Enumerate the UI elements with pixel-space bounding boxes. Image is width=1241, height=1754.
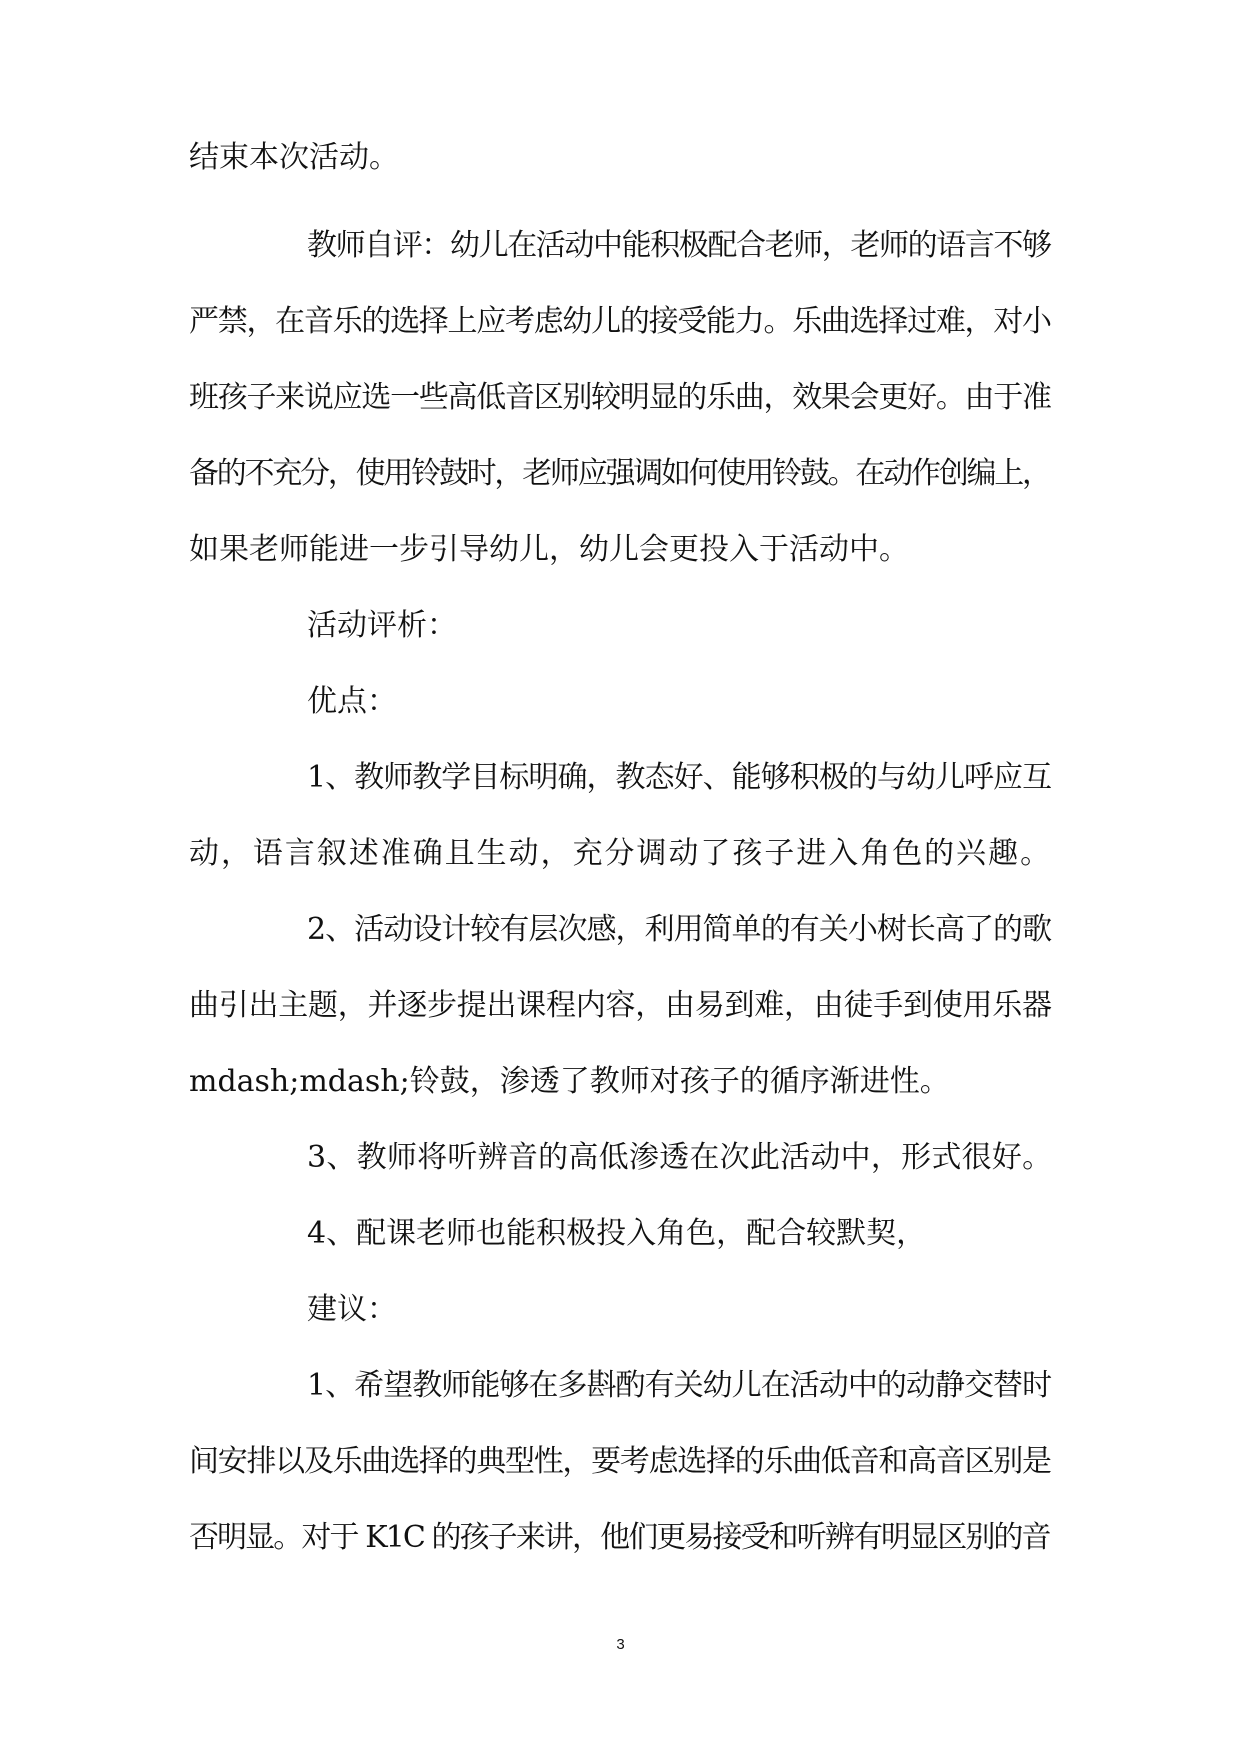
text-line: 结束本次活动。 bbox=[189, 140, 399, 175]
section-heading: 优点： bbox=[307, 684, 397, 719]
paragraph-line bbox=[0, 1214, 1241, 1254]
paragraph-line bbox=[0, 758, 1241, 798]
text-line: mdash;mdash;铃鼓，渗透了教师对孩子的循序渐进性。 bbox=[189, 1064, 950, 1099]
text-line: 教师自评：幼儿在活动中能积极配合老师，老师的语言不够 bbox=[307, 228, 1051, 263]
paragraph-line bbox=[0, 1442, 1241, 1482]
paragraph-line bbox=[0, 606, 1241, 646]
paragraph-line bbox=[0, 1062, 1241, 1102]
paragraph-line bbox=[0, 910, 1241, 950]
paragraph-line bbox=[0, 530, 1241, 570]
text-line: 动，语言叙述准确且生动，充分调动了孩子进入角色的兴趣。 bbox=[189, 836, 1053, 871]
paragraph-line bbox=[0, 454, 1241, 494]
paragraph-line bbox=[0, 1518, 1241, 1558]
text-line: 1、希望教师能够在多斟酌有关幼儿在活动中的动静交替时 bbox=[307, 1368, 1052, 1403]
text-line: 否明显。对于 K1C 的孩子来讲，他们更易接受和听辨有明显区别的音 bbox=[189, 1520, 1050, 1555]
paragraph-line bbox=[0, 1138, 1241, 1178]
paragraph-line bbox=[0, 1366, 1241, 1406]
paragraph-line bbox=[0, 226, 1241, 266]
paragraph-line bbox=[0, 1290, 1241, 1330]
paragraph-line bbox=[0, 986, 1241, 1026]
paragraph-line bbox=[0, 378, 1241, 418]
page-number: 3 bbox=[616, 1636, 625, 1653]
paragraph-line bbox=[0, 302, 1241, 342]
section-heading: 活动评析： bbox=[307, 608, 457, 643]
text-line: 2、活动设计较有层次感，利用简单的有关小树长高了的歌 bbox=[307, 912, 1052, 947]
text-line: 1、教师教学目标明确，教态好、能够积极的与幼儿呼应互 bbox=[307, 760, 1052, 795]
text-line: 备的不充分，使用铃鼓时，老师应强调如何使用铃鼓。在动作创编上， bbox=[189, 456, 1050, 491]
text-line: 如果老师能进一步引导幼儿，幼儿会更投入于活动中。 bbox=[189, 532, 909, 567]
paragraph-line bbox=[0, 682, 1241, 722]
paragraph-line bbox=[0, 834, 1241, 874]
section-heading: 建议： bbox=[307, 1292, 397, 1327]
text-line: 严禁，在音乐的选择上应考虑幼儿的接受能力。乐曲选择过难，对小 bbox=[189, 304, 1051, 339]
text-line: 间安排以及乐曲选择的典型性，要考虑选择的乐曲低音和高音区别是 bbox=[189, 1444, 1051, 1479]
text-line: 3、教师将听辨音的高低渗透在次此活动中，形式很好。 bbox=[307, 1140, 1053, 1175]
text-line: 4、配课老师也能积极投入角色，配合较默契， bbox=[307, 1216, 927, 1251]
text-line: 班孩子来说应选一些高低音区别较明显的乐曲，效果会更好。由于准 bbox=[189, 380, 1051, 415]
paragraph-line bbox=[0, 138, 1241, 178]
text-line: 曲引出主题，并逐步提出课程内容，由易到难，由徒手到使用乐器 bbox=[189, 988, 1052, 1023]
